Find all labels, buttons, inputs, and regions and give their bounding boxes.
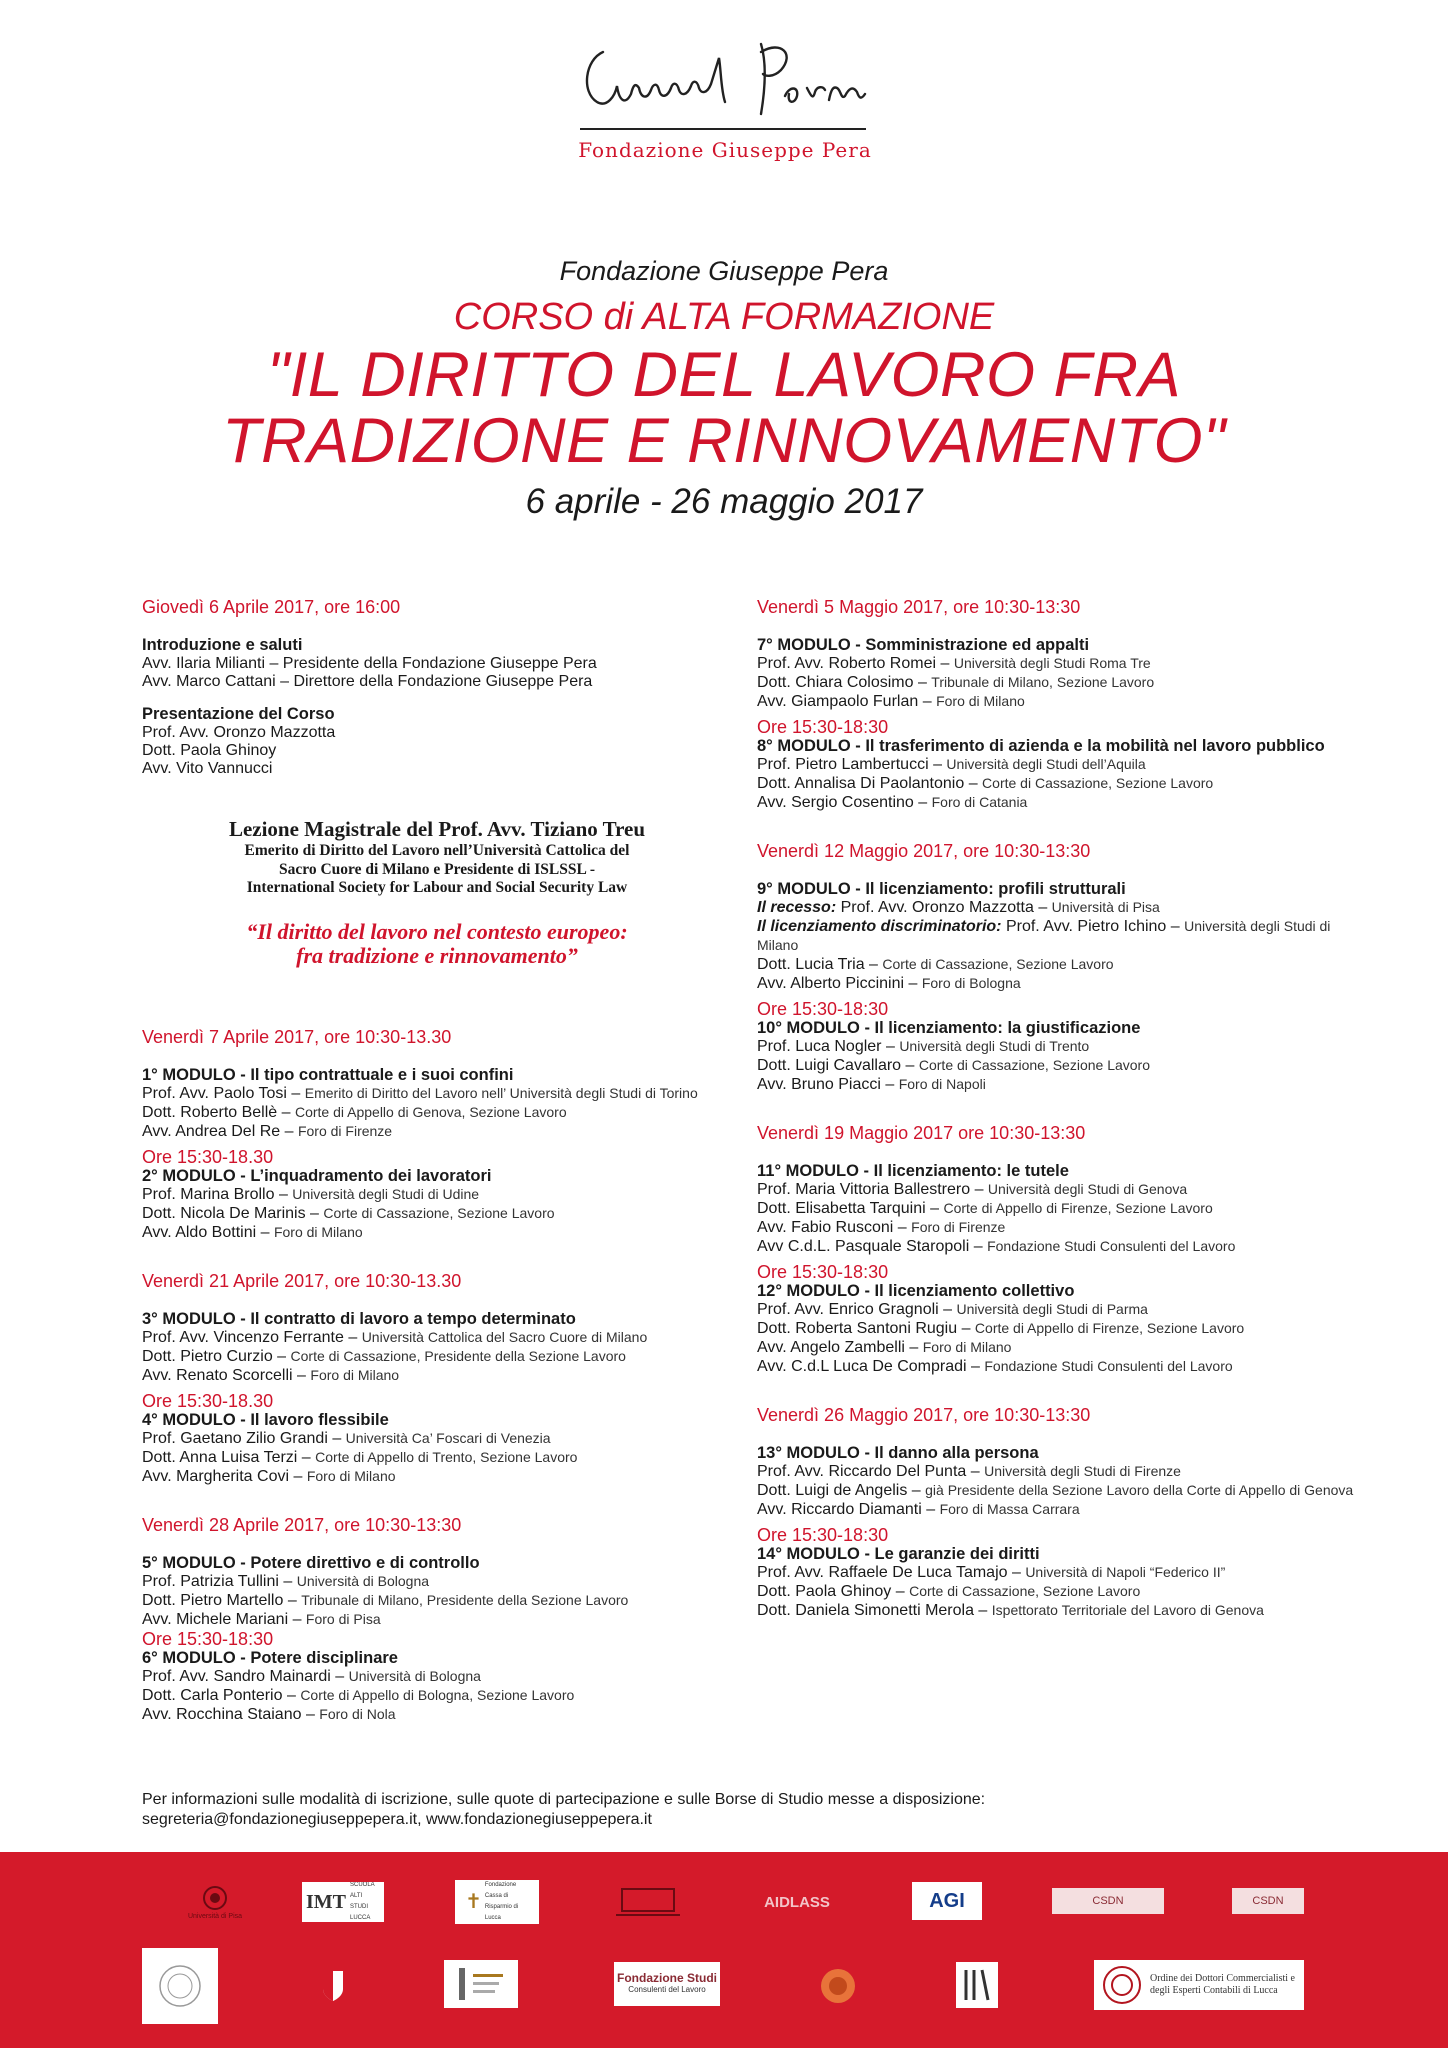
partner-seal-logo — [142, 1948, 218, 2024]
afternoon-time: Ore 15:30-18:30 — [757, 1262, 889, 1282]
module-title: 11° MODULO - Il licenziamento: le tutele — [757, 1162, 1069, 1180]
session-6-april — [142, 596, 732, 778]
title-block — [0, 250, 1448, 526]
imt-logo: IMT SCUOLA ALTI STUDI LUCCA — [302, 1882, 384, 1922]
speaker: Avv. Michele Mariani – Foro di Pisa — [142, 1610, 381, 1628]
seal-icon — [1100, 1963, 1144, 2007]
speaker: Prof. Avv. Enrico Gragnoli – Università degli Studi di Parma — [757, 1301, 1148, 1318]
course-type: CORSO di ALTA FORMAZIONE — [453, 296, 995, 338]
seal-icon — [819, 1967, 857, 2005]
speaker: Prof. Marina Brollo – Università degli Studi di Udine — [142, 1185, 480, 1203]
course-dates: 6 aprile - 26 maggio 2017 — [525, 482, 923, 521]
contact-info — [142, 1790, 1342, 1830]
module-title: 10° MODULO - Il licenziamento: la giustificazione — [757, 1019, 1141, 1037]
afternoon-time: Ore 15:30-18.30 — [142, 1146, 274, 1167]
module-title: 9° MODULO - Il licenziamento: profili strutturali — [757, 880, 1126, 898]
odcec-lucca-logo: Ordine dei Dottori Commercialisti e degli Esperti Contabili di Lucca — [1094, 1960, 1304, 2010]
speaker: Dott. Luigi de Angelis – già Presidente della Sezione Lavoro della Corte di Appello di Genova — [757, 1482, 1354, 1499]
agi-logo: AGI — [912, 1882, 982, 1920]
speaker: Prof. Pietro Lambertucci – Università degli Studi dell’Aquila — [757, 756, 1146, 773]
speaker: Dott. Nicola De Marinis – Corte di Cassazione, Sezione Lavoro — [142, 1204, 555, 1222]
speaker: Dott. Carla Ponterio – Corte di Appello di Bologna, Sezione Lavoro — [142, 1686, 575, 1704]
session-date: Giovedì 6 Aprile 2017, ore 16:00 — [142, 597, 401, 617]
keynote-lecture — [142, 816, 732, 968]
session-date: Venerdì 5 Maggio 2017, ore 10:30-13:30 — [757, 597, 1081, 617]
presentation-title: Presentazione del Corso — [142, 705, 335, 723]
round-seal-logo — [818, 1966, 858, 2006]
speaker: Dott. Lucia Tria – Corte di Cassazione, Sezione Lavoro — [757, 956, 1114, 973]
speaker: Dott. Paola Ghinoy – Corte di Cassazione, Sezione Lavoro — [757, 1583, 1141, 1600]
speaker: Avv. Angelo Zambelli – Foro di Milano — [757, 1339, 1012, 1356]
module-title: 6° MODULO - Potere disciplinare — [142, 1648, 398, 1667]
speaker: Avv. Bruno Piacci – Foro di Napoli — [757, 1076, 986, 1093]
module-title: 7° MODULO - Somministrazione ed appalti — [757, 636, 1090, 654]
speaker: Avv. Andrea Del Re – Foro di Firenze — [142, 1122, 393, 1140]
speaker: Il recesso: Prof. Avv. Oronzo Mazzotta – Università di Pisa — [757, 899, 1160, 916]
csdn-logo: CSDN — [1052, 1888, 1164, 1914]
info-text: Per informazioni sulle modalità di iscrizione, sulle quote di partecipazione e sulle Borse di Studio messe a disposizione: — [142, 1791, 986, 1808]
session-date: Venerdì 28 Aprile 2017, ore 10:30-13:30 — [142, 1514, 462, 1535]
intro-title: Introduzione e saluti — [142, 636, 303, 654]
logo-underline — [580, 128, 866, 130]
crest-icon — [321, 1969, 345, 2003]
session-28-april — [142, 1514, 732, 1724]
speaker: Avv. Renato Scorcelli – Foro di Milano — [142, 1366, 400, 1384]
speaker: Prof. Avv. Raffaele De Luca Tamajo – Università di Napoli “Federico II” — [757, 1564, 1226, 1581]
afternoon-time: Ore 15:30-18:30 — [757, 999, 889, 1019]
speaker: Avv. Fabio Rusconi – Foro di Firenze — [757, 1219, 1006, 1236]
speaker: Avv. Riccardo Diamanti – Foro di Massa Carrara — [757, 1501, 1080, 1518]
speaker: Dott. Roberta Santoni Rugiu – Corte di Appello di Firenze, Sezione Lavoro — [757, 1320, 1245, 1337]
contact-links[interactable]: segreteria@fondazionegiuseppepera.it, www.fondazionegiuseppepera.it — [142, 1811, 652, 1828]
speaker: Dott. Elisabetta Tarquini – Corte di Appello di Firenze, Sezione Lavoro — [757, 1200, 1213, 1217]
speaker: Prof. Patrizia Tullini – Università di Bologna — [142, 1572, 430, 1590]
aidlass-logo: AIDLASS — [764, 1893, 830, 1911]
foundation-logo — [560, 30, 890, 170]
speaker: Avv. Marco Cattani – Direttore della Fondazione Giuseppe Pera — [142, 673, 593, 690]
speaker: Avv. Sergio Cosentino – Foro di Catania — [757, 794, 1028, 811]
logo-text: Fondazione Giuseppe Pera — [578, 138, 872, 162]
module-title: 12° MODULO - Il licenziamento collettivo — [757, 1282, 1075, 1300]
sponsor-band — [0, 1852, 1448, 2048]
unipi-logo: Università di Pisa — [170, 1878, 260, 1928]
foundation-partner-logo — [444, 1960, 518, 2008]
speaker: Prof. Avv. Riccardo Del Punta – Università degli Studi di Firenze — [757, 1463, 1181, 1480]
session-date: Venerdì 7 Aprile 2017, ore 10:30-13.30 — [142, 1026, 452, 1047]
lecture-title: Lezione Magistrale del Prof. Avv. Tiziano Treu — [228, 817, 646, 841]
speaker: Dott. Anna Luisa Terzi – Corte di Appello di Trento, Sezione Lavoro — [142, 1448, 578, 1466]
speaker: Prof. Luca Nogler – Università degli Studi di Trento — [757, 1038, 1090, 1055]
speaker: Avv. Aldo Bottini – Foro di Milano — [142, 1223, 363, 1241]
speaker: Dott. Luigi Cavallaro – Corte di Cassazione, Sezione Lavoro — [757, 1057, 1151, 1074]
module-title: 14° MODULO - Le garanzie dei diritti — [757, 1545, 1040, 1563]
module-title: 13° MODULO - Il danno alla persona — [757, 1444, 1039, 1462]
afternoon-time: Ore 15:30-18:30 — [757, 1525, 889, 1545]
mark-logo — [956, 1962, 998, 2008]
fondazione-crl-logo: ✝ Fondazione Cassa di Risparmio di Lucca — [455, 1880, 539, 1924]
speaker: Prof. Avv. Sandro Mainardi – Università di Bologna — [142, 1667, 481, 1685]
speaker: Dott. Chiara Colosimo – Tribunale di Milano, Sezione Lavoro — [757, 674, 1155, 691]
module-title: 1° MODULO - Il tipo contrattuale e i suoi confini — [142, 1065, 514, 1084]
speaker: Prof. Maria Vittoria Ballestrero – Università degli Studi di Genova — [757, 1181, 1188, 1198]
speaker: Avv. Margherita Covi – Foro di Milano — [142, 1467, 396, 1485]
speaker: Il licenziamento discriminatorio: Prof. Avv. Pietro Ichino – Università degli Studi di Milano — [757, 918, 1331, 953]
speaker: Dott. Daniela Simonetti Merola – Ispettorato Territoriale del Lavoro di Genova — [757, 1602, 1264, 1619]
foundation-name: Fondazione Giuseppe Pera — [559, 256, 889, 286]
tower-icon — [451, 1964, 511, 2004]
seal-icon — [202, 1885, 228, 1911]
module-title: 8° MODULO - Il trasferimento di azienda e la mobilità nel lavoro pubblico — [757, 737, 1325, 755]
module-title: 5° MODULO - Potere direttivo e di controllo — [142, 1553, 480, 1572]
left-column — [142, 596, 732, 1752]
ordine-logo — [608, 1880, 688, 1924]
signature-graphic — [575, 30, 875, 125]
speaker: Prof. Avv. Roberto Romei – Università degli Studi Roma Tre — [757, 655, 1151, 672]
lecture-desc: Emerito di Diritto del Lavoro nell’Università Cattolica del — [244, 842, 630, 859]
right-column — [757, 596, 1357, 1648]
speaker: Avv. Vito Vannucci — [142, 760, 273, 777]
speaker: Prof. Avv. Vincenzo Ferrante – Università Cattolica del Sacro Cuore di Milano — [142, 1328, 648, 1346]
speaker: Avv C.d.L. Pasquale Staropoli – Fondazione Studi Consulenti del Lavoro — [757, 1238, 1236, 1255]
building-icon — [612, 1883, 684, 1921]
emblem-icon: ✝ — [465, 1890, 482, 1913]
session-date: Venerdì 26 Maggio 2017, ore 10:30-13:30 — [757, 1405, 1091, 1425]
speaker: Prof. Gaetano Zilio Grandi – Università Ca’ Foscari di Venezia — [142, 1429, 551, 1447]
mark-icon — [960, 1966, 994, 2004]
course-title-line2: TRADIZIONE E RINNOVAMENTO" — [222, 406, 1226, 476]
session-12-may — [757, 840, 1357, 1094]
module-title: 4° MODULO - Il lavoro flessibile — [142, 1410, 389, 1429]
lecture-desc: Sacro Cuore di Milano e Presidente di ISLSSL - — [278, 860, 596, 878]
fondazione-studi-logo: Fondazione Studi Consulenti del Lavoro — [614, 1962, 720, 2006]
afternoon-time: Ore 15:30-18.30 — [142, 1390, 274, 1411]
lecture-quote: “Il diritto del lavoro nel contesto europeo: — [246, 918, 628, 944]
speaker: Avv. C.d.L Luca De Compradi – Fondazione Studi Consulenti del Lavoro — [757, 1358, 1233, 1375]
afternoon-time: Ore 15:30-18:30 — [757, 717, 889, 737]
lecture-quote: fra tradizione e rinnovamento” — [296, 942, 578, 968]
lucca-crest-logo — [318, 1966, 348, 2006]
session-date: Venerdì 21 Aprile 2017, ore 10:30-13.30 — [142, 1270, 462, 1291]
session-date: Venerdì 12 Maggio 2017, ore 10:30-13:30 — [757, 841, 1091, 861]
module-title: 2° MODULO - L’inquadramento dei lavoratori — [142, 1166, 492, 1185]
speaker: Dott. Pietro Martello – Tribunale di Milano, Presidente della Sezione Lavoro — [142, 1591, 629, 1609]
csdn-logo-2: CSDN — [1232, 1888, 1304, 1914]
module-title: 3° MODULO - Il contratto di lavoro a tempo determinato — [142, 1309, 576, 1328]
speaker: Avv. Rocchina Staiano – Foro di Nola — [142, 1705, 396, 1723]
session-21-april — [142, 1270, 732, 1486]
speaker: Dott. Paola Ghinoy — [142, 742, 277, 759]
session-5-may — [757, 596, 1357, 812]
seal-icon — [155, 1961, 205, 2011]
speaker: Prof. Avv. Oronzo Mazzotta — [142, 724, 336, 741]
speaker: Avv. Ilaria Milianti – Presidente della Fondazione Giuseppe Pera — [142, 655, 597, 672]
lecture-desc: International Society for Labour and Social Security Law — [246, 879, 628, 896]
speaker: Prof. Avv. Paolo Tosi – Emerito di Diritto del Lavoro nell’ Università degli Studi di Torino — [142, 1084, 698, 1102]
session-19-may — [757, 1122, 1357, 1376]
session-date: Venerdì 19 Maggio 2017 ore 10:30-13:30 — [757, 1123, 1086, 1143]
speaker: Avv. Giampaolo Furlan – Foro di Milano — [757, 693, 1025, 710]
speaker: Dott. Annalisa Di Paolantonio – Corte di Cassazione, Sezione Lavoro — [757, 775, 1214, 792]
afternoon-time: Ore 15:30-18:30 — [142, 1628, 274, 1649]
speaker: Dott. Pietro Curzio – Corte di Cassazione, Presidente della Sezione Lavoro — [142, 1347, 626, 1365]
session-26-may — [757, 1404, 1357, 1620]
speaker: Avv. Alberto Piccinini – Foro di Bologna — [757, 975, 1021, 992]
course-title-line1: "IL DIRITTO DEL LAVORO FRA — [266, 340, 1182, 410]
speaker: Dott. Roberto Bellè – Corte di Appello di Genova, Sezione Lavoro — [142, 1103, 567, 1121]
session-7-april — [142, 1026, 732, 1242]
